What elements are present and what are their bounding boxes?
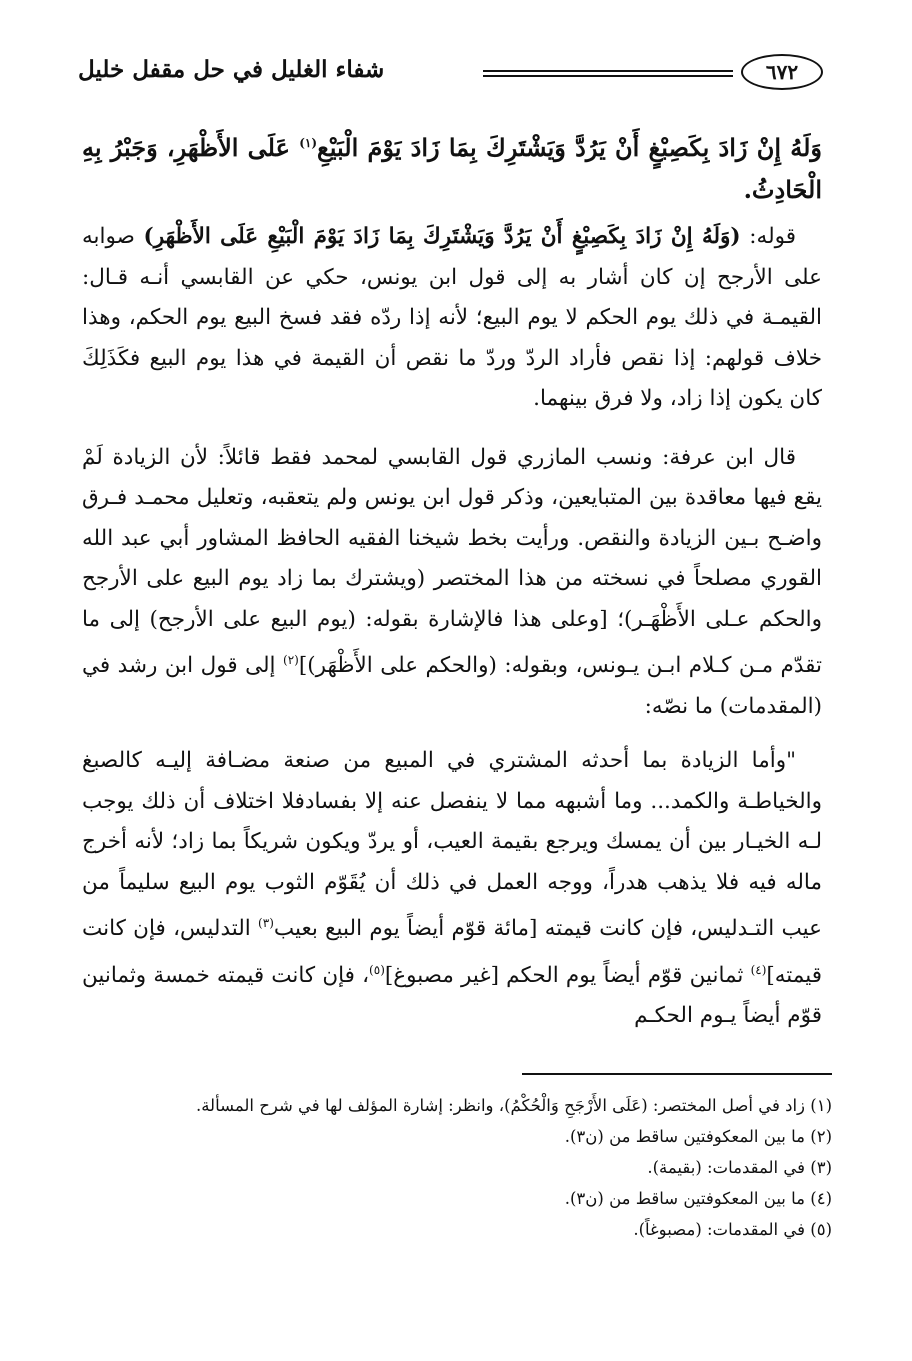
matn-text-start: وَلَهُ إِنْ زَادَ بِكَصِبْغٍ أَنْ يَرُدَّ وَيَشْتَرِكَ بِمَا زَادَ يَوْمَ الْبَيْعِ bbox=[317, 133, 822, 162]
paragraph-commentary-1 bbox=[82, 217, 822, 420]
matn-text bbox=[82, 122, 822, 211]
commentary-text: صوابه على الأرجح إن كان أشار به إلى قول ابن يونس، حكي عن القابسي أنـه قـال: القيمـة في ذلك يوم الحكم لا يوم البيع؛ لأنه إذا ردّه فقد فسخ البيع يوم الحكم، وهذا خلاف قولهم: إذا نقص فأراد الردّ وردّ ما نقص أن القيمة في هذا يوم البيع فكَذَلِكَ كان يكون إذا زاد، ولا فرق بينهما. bbox=[82, 224, 822, 411]
quotation-text-end: ، فإن كانت قيمته خمسة وثمانين قوّم أيضاً يـوم الحكـم bbox=[82, 962, 822, 1029]
footnote-ref-1: (١) bbox=[299, 136, 318, 150]
footnote-5: (٥) في المقدمات: (مصبوغاً). bbox=[633, 1220, 832, 1239]
running-title: شفاء الغليل في حل مقفل خليل bbox=[78, 56, 385, 83]
header-double-rule bbox=[483, 70, 733, 78]
matn-text-end: عَلَى الأَظْهَرِ، وَجَبْرُ بِهِ الْحَادِثُ. bbox=[82, 133, 822, 204]
commentary-lead: قوله: bbox=[740, 224, 797, 249]
commentary-quote: (وَلَهُ إِنْ زَادَ بِكَصِبْغٍ أَنْ يَرُدَّ وَيَشْتَرِكَ بِمَا زَادَ يَوْمَ الْبَيْعِ عَلَى الأَظْهَرِ) bbox=[143, 224, 741, 249]
footnote-ref-3: (٣) bbox=[258, 916, 274, 931]
footnote-1: (١) زاد في أصل المختصر: (عَلَى الأَرْجَحِ وَالْحُكْمُ)، وانظر: إشارة المؤلف لها في شرح المسألة. bbox=[195, 1096, 832, 1115]
page-number: ٦٧٢ bbox=[741, 54, 823, 90]
quotation-text: "وأما الزيادة بما أحدثه المشتري في المبيع من صنعة مضـافة إليـه كالصبغ والخياطـة والكمد... وما أشبهه مما لا ينفصل عنه إلا بفسادفلا اختلاف أن ذلك يوجب لـه الخيـار بين أن يمسك ويرجع بقيمة العيب، أو يردّ ويكون شريكاً بما زاد؛ لأنه أخرج ماله فيه فلا يذهب هدراً، ووجه العمل في ذلك أن يُقَوّم الثوب يوم البيع سليماً من عيب التـدليس، فإن كانت قيمته [مائة قوّم أيضاً يوم البيع بعيب bbox=[82, 748, 822, 942]
ibn-arafa-text: قال ابن عرفة: ونسب المازري قول القابسي لمحمد فقط قائلاً: لأن الزيادة لَمْ يقع فيها معاقدة بين المتبايعين، وذكر قول ابن يونس ولم يتعقبه، وتعليل محمـد فـرق واضـح بـين الزيادة والنقص. ورأيت بخط شيخنا الفقيه الحافظ المشاور أبي عبد الله القوري مصلحاً في نسخته من هذا المختصر (ويشترك بما زاد يوم البيع على الأرجح والحكم عـلى الأَظْهَـر)؛ [وعلى هذا فالإشارة بقوله: (يوم البيع على الأرجح) إلى ما تقدّم مـن كـلام ابـن يـونس، وبقوله: (والحكم على الأَظْهَر)] bbox=[82, 444, 823, 679]
footnote-4: (٤) ما بين المعكوفتين ساقط من (ن٣). bbox=[564, 1189, 832, 1208]
ibn-arafa-text-end: إلى قول ابن رشد في (المقدمات) ما نصّه: bbox=[82, 653, 822, 719]
quotation-text-mid: التدليس، فإن كانت قيمته] bbox=[82, 916, 822, 988]
quotation-text-mid2: ثمانين قوّم أيضاً يوم الحكم [غير مصبوغ] bbox=[384, 962, 751, 988]
footnote-ref-4: (٤) bbox=[750, 962, 767, 977]
footnote-2: (٢) ما بين المعكوفتين ساقط من (ن٣). bbox=[564, 1127, 832, 1146]
footnote-ref-5: (٥) bbox=[369, 962, 385, 977]
paragraph-quotation bbox=[82, 741, 822, 1037]
footnotes bbox=[92, 1090, 832, 1245]
paragraph-ibn-arafa bbox=[82, 438, 822, 728]
main-text bbox=[82, 122, 822, 1037]
footnote-separator bbox=[522, 1073, 832, 1075]
footnote-ref-2: (٢) bbox=[283, 653, 299, 667]
page-header bbox=[78, 52, 823, 98]
footnote-3: (٣) في المقدمات: (بقيمة). bbox=[647, 1158, 832, 1177]
